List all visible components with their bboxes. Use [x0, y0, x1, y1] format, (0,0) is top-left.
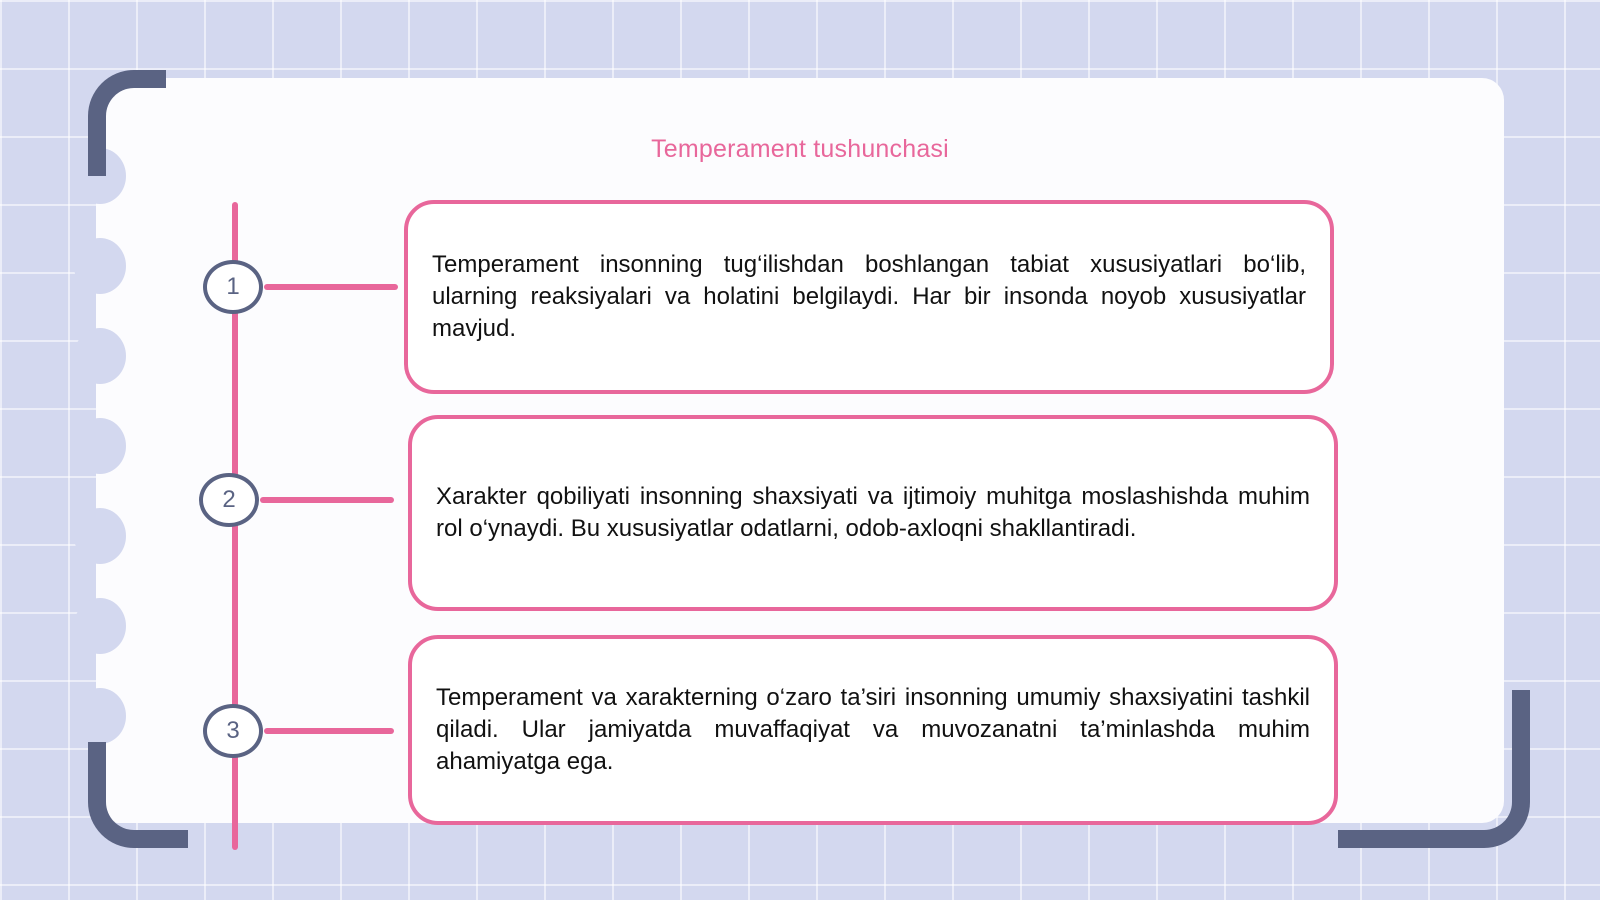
- notebook-hole: [74, 238, 126, 294]
- notebook-hole: [74, 508, 126, 564]
- step-number-2: 2: [199, 473, 259, 527]
- info-text-1: Temperament insonning tug‘ilishdan boshlangan tabiat xususiyatlari bo‘lib, ularning reaksiyalari va holatini belgilaydi. Har bir insonda noyob xususiyatlar mavjud.: [432, 251, 1306, 342]
- info-box-3: [408, 635, 1338, 825]
- notebook-hole: [74, 328, 126, 384]
- corner-bracket-bottom-right: [1338, 690, 1530, 848]
- corner-bracket-bottom-left: [88, 742, 188, 848]
- step-number-3: 3: [203, 704, 263, 758]
- step-number-1: 1: [203, 260, 263, 314]
- notebook-hole: [74, 688, 126, 744]
- info-text-2: Xarakter qobiliyati insonning shaxsiyati va ijtimoiy muhitga moslashishda muhim rol o‘ynaydi. Bu xususiyatlar odatlarni, odob-axloqni shakllantiradi.: [436, 483, 1310, 542]
- notebook-hole: [74, 418, 126, 474]
- info-text-3: Temperament va xarakterning o‘zaro ta’siri insonning umumiy shaxsiyatini tashkil qiladi. Ular jamiyatda muvaffaqiyat va muvozanatni ta’minlashda muhim ahamiyatga ega.: [436, 684, 1310, 775]
- info-box-1: [404, 200, 1334, 394]
- info-box-2: [408, 415, 1338, 611]
- timeline-connector: [260, 497, 394, 503]
- timeline-connector: [264, 728, 394, 734]
- slide-title: Temperament tushunchasi: [651, 134, 949, 163]
- notebook-hole: [74, 598, 126, 654]
- timeline-connector: [264, 284, 398, 290]
